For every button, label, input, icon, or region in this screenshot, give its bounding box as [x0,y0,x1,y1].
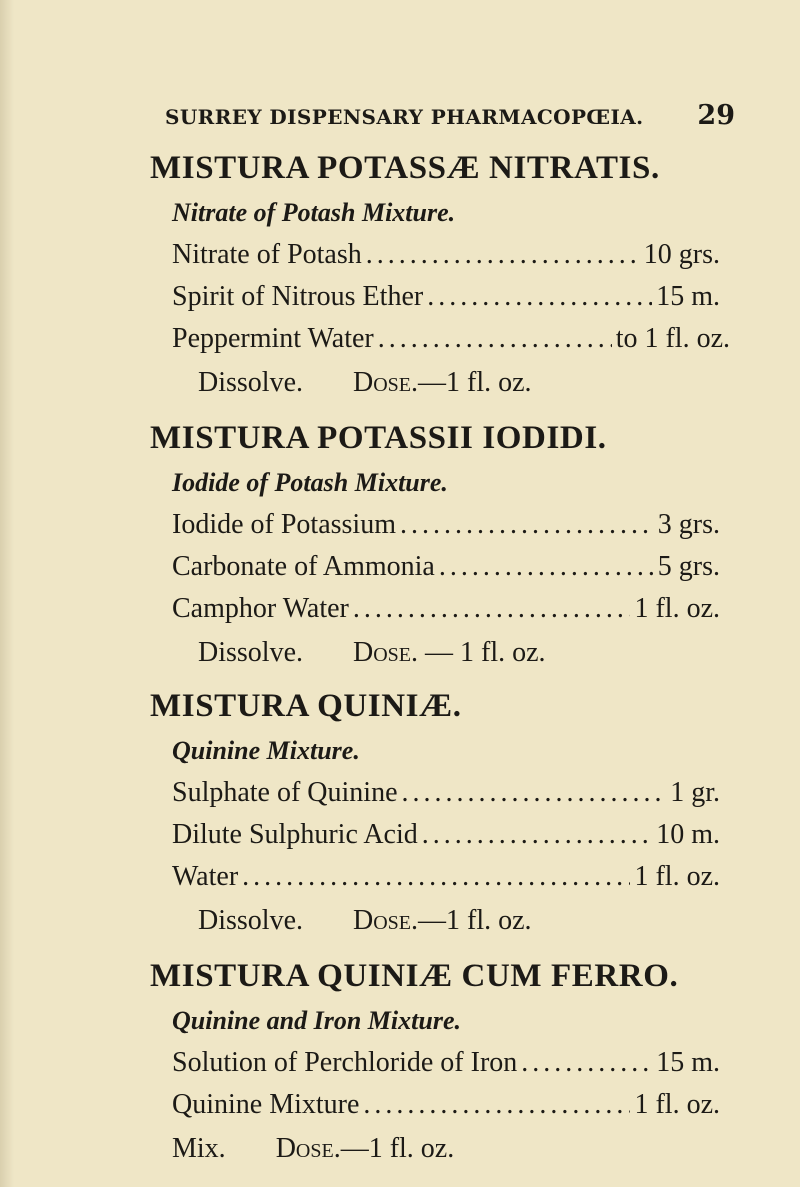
ingredient-row [172,322,730,356]
recipe-subtitle: Quinine and Iron Mixture. [172,1006,461,1035]
recipe-subtitle: Quinine Mixture. [172,736,360,765]
ingredient-name: Carbonate of Ammonia [172,551,435,582]
recipe-title: MISTURA QUINIÆ. [150,688,462,724]
dot-leader [353,592,631,626]
recipe-title: MISTURA QUINIÆ CUM FERRO. [150,958,679,994]
recipe-directions [198,904,720,938]
recipe-directions [198,636,720,670]
ingredient-row [172,592,720,626]
recipe-title: MISTURA POTASSÆ NITRATIS. [150,150,660,186]
dot-leader [366,238,640,272]
recipe-mistura-quiniae [150,686,720,938]
dose-amount: —1 fl. oz. [418,905,532,936]
ingredient-row [172,508,720,542]
dose-label: Dose. [353,367,419,398]
ingredient-name: Spirit of Nitrous Ether [172,281,424,312]
ingredient-quantity: 10 grs. [643,239,720,270]
ingredient-name: Solution of Perchloride of Iron [172,1047,518,1078]
dot-leader [402,776,667,810]
ingredient-quantity: 10 m. [656,819,720,850]
dot-leader [363,1088,630,1122]
recipe-directions [198,366,720,400]
dose-label: Dose. [353,637,419,668]
dot-leader [400,508,654,542]
ingredient-name: Dilute Sulphuric Acid [172,819,418,850]
ingredient-quantity: 3 grs. [657,509,720,540]
page-spine-shadow [0,0,14,1187]
recipe-mistura-potassii-iodidi [150,418,720,670]
recipe-subtitle: Nitrate of Potash Mixture. [172,198,456,227]
ingredient-row [172,238,720,272]
ingredient-quantity: 1 gr. [670,777,720,808]
ingredient-name: Iodide of Potassium [172,509,396,540]
ingredient-name: Water [172,861,239,892]
dose-amount: — 1 fl. oz. [418,637,546,668]
dot-leader [378,322,612,356]
dose-label: Dose. [353,905,419,936]
ingredient-quantity: 15 m. [656,281,720,312]
recipe-title: MISTURA POTASSII IODIDI. [150,420,607,456]
instruction-text: Mix. [172,1133,226,1164]
running-title: SURREY DISPENSARY PHARMACOPŒIA. [165,105,644,129]
dose-label: Dose. [275,1133,341,1164]
dot-leader [521,1046,652,1080]
ingredient-name: Peppermint Water [172,323,374,354]
ingredient-name: Sulphate of Quinine [172,777,398,808]
dose-amount: —1 fl. oz. [340,1133,455,1164]
ingredient-row [172,280,720,314]
recipe-mistura-quiniae-cum-ferro [150,956,720,1166]
ingredient-row [172,860,720,894]
dot-leader [439,550,654,584]
running-header [165,100,735,131]
ingredient-quantity: to 1 fl. oz. [615,323,730,354]
ingredient-name: Quinine Mixture [172,1089,360,1120]
ingredient-name: Nitrate of Potash [172,239,362,270]
instruction-text: Dissolve. [198,905,303,936]
page-number: 29 [697,100,735,131]
ingredient-row [172,776,720,810]
dot-leader [427,280,652,314]
recipe-directions [172,1132,720,1166]
ingredient-row [172,550,720,584]
ingredient-name: Camphor Water [172,593,349,624]
ingredient-quantity: 1 fl. oz. [634,593,720,624]
ingredient-row [172,1088,720,1122]
ingredient-quantity: 1 fl. oz. [634,861,720,892]
ingredient-row [172,1046,720,1080]
dose-amount: —1 fl. oz. [418,367,532,398]
recipe-mistura-potassae-nitratis [150,148,730,400]
dot-leader [422,818,652,852]
ingredient-quantity: 15 m. [656,1047,720,1078]
ingredient-quantity: 5 grs. [657,551,720,582]
recipe-subtitle: Iodide of Potash Mixture. [172,468,448,497]
ingredient-quantity: 1 fl. oz. [634,1089,720,1120]
dot-leader [242,860,630,894]
instruction-text: Dissolve. [198,367,303,398]
instruction-text: Dissolve. [198,637,303,668]
ingredient-row [172,818,720,852]
